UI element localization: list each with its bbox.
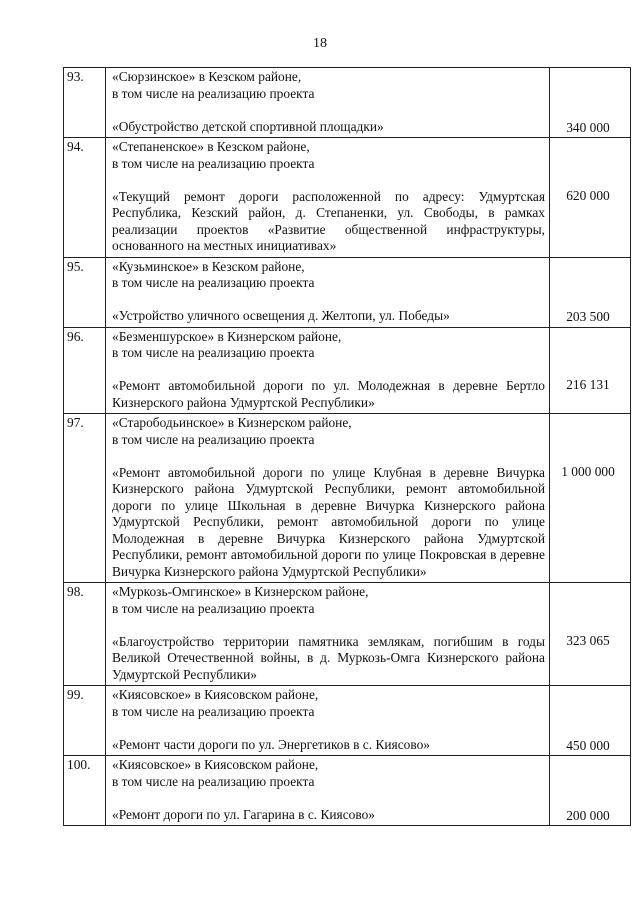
amount-cell <box>550 327 631 414</box>
table-row <box>64 327 631 414</box>
table-row <box>64 414 631 583</box>
table-row <box>64 583 631 686</box>
amount: 203 500 <box>566 309 610 324</box>
table-row <box>64 138 631 258</box>
amount: 216 131 <box>566 377 610 392</box>
municipality-name: «Киясовское» в Киясовском районе, <box>112 757 319 772</box>
row-number: 100. <box>64 756 106 826</box>
amount-cell <box>550 686 631 756</box>
municipality-name: «Кузьминское» в Кезском районе, <box>112 258 305 274</box>
page-number: 18 <box>313 36 327 51</box>
including-note: в том числе на реализацию проекта <box>112 155 315 171</box>
table-row <box>64 68 631 138</box>
allocation-table <box>63 67 631 826</box>
table-row <box>64 686 631 756</box>
project-title: «Текущий ремонт дороги расположенной по адресу: Удмуртская Республика, Кезский район, д. Степаненки, ул. Свободы, в рамках реализации проектов «Развитие общественной инфраструктуры, основанного на местных инициативах» <box>112 188 545 253</box>
amount: 323 065 <box>566 632 610 648</box>
project-title: «Ремонт автомобильной дороги по ул. Молодежная в деревне Бертло Кизнерского района Удмуртской Республики» <box>112 378 545 410</box>
amount-cell <box>550 414 631 583</box>
municipality-name: «Киясовское» в Киясовском районе, <box>112 687 319 702</box>
amount: 340 000 <box>566 119 610 135</box>
municipality-name: «Старободьинское» в Кизнерском районе, <box>112 415 352 430</box>
table-row <box>64 257 631 327</box>
including-note: в том числе на реализацию проекта <box>112 773 315 789</box>
amount: 620 000 <box>566 187 610 203</box>
amount: 1 000 000 <box>561 463 615 479</box>
row-number: 96. <box>64 327 106 414</box>
amount-cell <box>550 257 631 327</box>
municipality-name: «Муркозь-Омгинское» в Кизнерском районе, <box>112 584 369 599</box>
row-description <box>106 327 550 414</box>
amount: 450 000 <box>566 737 610 753</box>
including-note: в том числе на реализацию проекта <box>112 345 315 360</box>
row-description <box>106 68 550 138</box>
row-description <box>106 756 550 826</box>
amount-cell <box>550 756 631 826</box>
row-number: 97. <box>64 414 106 583</box>
row-number: 98. <box>64 583 106 686</box>
including-note: в том числе на реализацию проекта <box>112 85 315 101</box>
row-description <box>106 257 550 327</box>
row-number: 95. <box>64 257 106 327</box>
project-title: «Устройство уличного освещения д. Желтопи, ул. Победы» <box>112 308 450 323</box>
project-title: «Ремонт дороги по ул. Гагарина в с. Киясово» <box>112 806 375 822</box>
including-note: в том числе на реализацию проекта <box>112 703 315 719</box>
including-note: в том числе на реализацию проекта <box>112 600 315 616</box>
project-title: «Ремонт части дороги по ул. Энергетиков в с. Киясово» <box>112 736 430 752</box>
amount-cell <box>550 583 631 686</box>
row-number: 94. <box>64 138 106 258</box>
project-title: «Благоустройство территории памятника землякам, погибшим в годы Великой Отечественной войны, в д. Муркозь-Омга Кизнерского района Удмуртской Республики» <box>112 633 545 682</box>
project-title: «Ремонт автомобильной дороги по улице Клубная в деревне Вичурка Кизнерского района Удмуртской Республики, ремонт автомобильной дороги по улице Школьная в деревне Вичурка Кизнерского района Удмуртской Республики, ремонт автомобильной дороги по улице Молодежная в деревне Вичурка Кизнерского района Удмуртской Республики, ремонт автомобильной дороги по улице Покровская в деревне Вичурка Кизнерского района Удмуртской Республики» <box>112 464 545 579</box>
municipality-name: «Сюрзинское» в Кезском районе, <box>112 69 302 84</box>
row-description <box>106 414 550 583</box>
amount: 200 000 <box>566 807 610 823</box>
row-description <box>106 686 550 756</box>
row-number: 93. <box>64 68 106 138</box>
municipality-name: «Безменшурское» в Кизнерском районе, <box>112 328 342 344</box>
municipality-name: «Степаненское» в Кезском районе, <box>112 139 310 154</box>
including-note: в том числе на реализацию проекта <box>112 275 315 290</box>
row-description <box>106 583 550 686</box>
row-number: 99. <box>64 686 106 756</box>
row-description <box>106 138 550 258</box>
table-row <box>64 756 631 826</box>
amount-cell <box>550 138 631 258</box>
project-title: «Обустройство детской спортивной площадки» <box>112 118 384 134</box>
amount-cell <box>550 68 631 138</box>
including-note: в том числе на реализацию проекта <box>112 431 315 447</box>
